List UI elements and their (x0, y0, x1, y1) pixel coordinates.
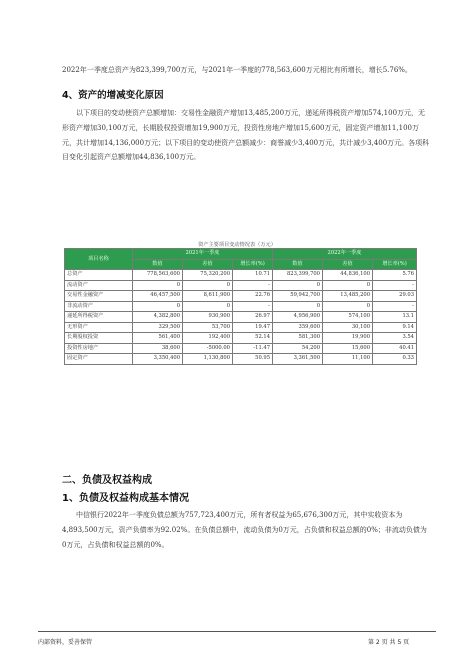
section-2-1-heading: 1、负债及权益构成基本情况 (62, 493, 189, 504)
table-row (65, 301, 417, 312)
table-cell: 778,563,600 (133, 270, 183, 281)
table-cell: - (373, 280, 417, 291)
table-cell: 0 (273, 280, 323, 291)
row-item-name: 投资性房地产 (65, 343, 133, 354)
table-cell: 0 (323, 301, 373, 312)
footer-page-number: 第 2 页 共 5 页 (368, 639, 410, 646)
header-value: 数值 (133, 259, 183, 270)
table-cell: -5000.00 (183, 343, 233, 354)
header-growth: 增长率(%) (373, 259, 417, 270)
table-cell: 823,399,700 (273, 270, 323, 281)
row-item-name: 非流动资产 (65, 301, 133, 312)
table-cell: 52.14 (233, 333, 273, 344)
table-cell: 581,300 (273, 333, 323, 344)
table-caption: 资产主要项目变动情况表（万元） (198, 242, 276, 248)
table-cell: - (233, 280, 273, 291)
table-cell: 0.33 (373, 354, 417, 365)
table-cell: 22.76 (233, 291, 273, 302)
table-cell: 574,100 (323, 312, 373, 323)
table-cell: 3,361,500 (273, 354, 323, 365)
header-growth: 增长率(%) (233, 259, 273, 270)
table-cell: 359,600 (273, 322, 323, 333)
header-diff: 差值 (323, 259, 373, 270)
table-cell: 19,900 (323, 333, 373, 344)
table-cell: 329,500 (133, 322, 183, 333)
intro-paragraph: 2022年一季度总资产为823,399,700万元，与2021年一季度的778,563,600万元相比有所增长，增长5.76%。 (62, 66, 412, 74)
header-item-name: 项目名称 (65, 249, 133, 270)
table-cell: 38,600 (133, 343, 183, 354)
table-row (65, 270, 417, 281)
row-item-name: 长期股权投资 (65, 333, 133, 344)
section-4-heading: 4、资产的增减变化原因 (62, 90, 164, 101)
table-cell: 46,457,500 (133, 291, 183, 302)
table-cell: 0 (133, 301, 183, 312)
table-cell: 192,400 (183, 333, 233, 344)
table-cell: 0 (273, 301, 323, 312)
row-item-name: 无形资产 (65, 322, 133, 333)
table-cell: 19.47 (233, 322, 273, 333)
footer-confidential: 内部资料，妥善保管 (38, 639, 93, 646)
table-cell: 3.54 (373, 333, 417, 344)
header-period-2022: 2022年一季度 (273, 249, 417, 260)
table-cell: 30,100 (323, 322, 373, 333)
table-row (65, 322, 417, 333)
table-cell: 0 (133, 280, 183, 291)
table-cell: -11.47 (233, 343, 273, 354)
table-row (65, 312, 417, 323)
table-cell: 930,900 (183, 312, 233, 323)
table-cell: 10.71 (233, 270, 273, 281)
row-item-name: 固定资产 (65, 354, 133, 365)
table-cell: 9.14 (373, 322, 417, 333)
table-cell: 54,200 (273, 343, 323, 354)
table-cell: 75,320,200 (183, 270, 233, 281)
table-row (65, 280, 417, 291)
table-cell: 0 (183, 301, 233, 312)
table-cell: 8,611,900 (183, 291, 233, 302)
table-cell: 4,956,900 (273, 312, 323, 323)
table-row (65, 333, 417, 344)
footer-divider (38, 631, 436, 632)
table-cell: 53,700 (183, 322, 233, 333)
table-cell: 59,942,700 (273, 291, 323, 302)
row-item-name: 流动资产 (65, 280, 133, 291)
table-row (65, 354, 417, 365)
table-cell: 29.03 (373, 291, 417, 302)
table-body (65, 270, 417, 365)
row-item-name: 交易性金融资产 (65, 291, 133, 302)
section-2-heading: 二、负债及权益构成 (62, 475, 152, 486)
table-row (65, 291, 417, 302)
table-cell: - (373, 301, 417, 312)
row-item-name: 总资产 (65, 270, 133, 281)
asset-change-paragraph: 以下项目的变动使资产总额增加：交易性金融资产增加13,485,200万元，递延所得税资产增加574,100万元，无形资产增加30,100万元，长期股权投资增加19,900万元，投资性房地产增加15,600万元，固定资产增加11,100万元，共计增加14,136,000万元；以下项目的变动使资产总额减少：商誉减少3,400万元，共计减少3,400万元。各项科目变化引起资产总额增加44,836,100万元。 (62, 109, 430, 162)
liability-paragraph: 中信银行2022年一季度负债总额为757,723,400万元，所有者权益为65,676,300万元，其中实收资本为4,893,500万元，资产负债率为92.02%。在负债总额中，流动负债为0万元，占负债和权益总额的0%；非流动负债为0万元，占负债和权益总额的0%。 (62, 511, 427, 549)
table-cell: 44,836,100 (323, 270, 373, 281)
header-diff: 差值 (183, 259, 233, 270)
table-cell: 1,130,800 (183, 354, 233, 365)
table-cell: 50.95 (233, 354, 273, 365)
header-value: 数值 (273, 259, 323, 270)
header-period-2021: 2021年一季度 (133, 249, 273, 260)
table-cell: 15,600 (323, 343, 373, 354)
asset-change-table (64, 248, 417, 365)
table-cell: - (233, 301, 273, 312)
row-item-name: 递延所得税资产 (65, 312, 133, 323)
table-cell: 0 (183, 280, 233, 291)
table-row (65, 343, 417, 354)
table-cell: 5.76 (373, 270, 417, 281)
table-cell: 11,100 (323, 354, 373, 365)
table-cell: 13,485,200 (323, 291, 373, 302)
table-cell: 3,350,400 (133, 354, 183, 365)
table-cell: 0 (323, 280, 373, 291)
table-cell: 561,400 (133, 333, 183, 344)
table-header-row-1 (65, 249, 417, 260)
table-cell: 4,382,800 (133, 312, 183, 323)
table-cell: 40.41 (373, 343, 417, 354)
table-cell: 26.97 (233, 312, 273, 323)
table-cell: 13.1 (373, 312, 417, 323)
